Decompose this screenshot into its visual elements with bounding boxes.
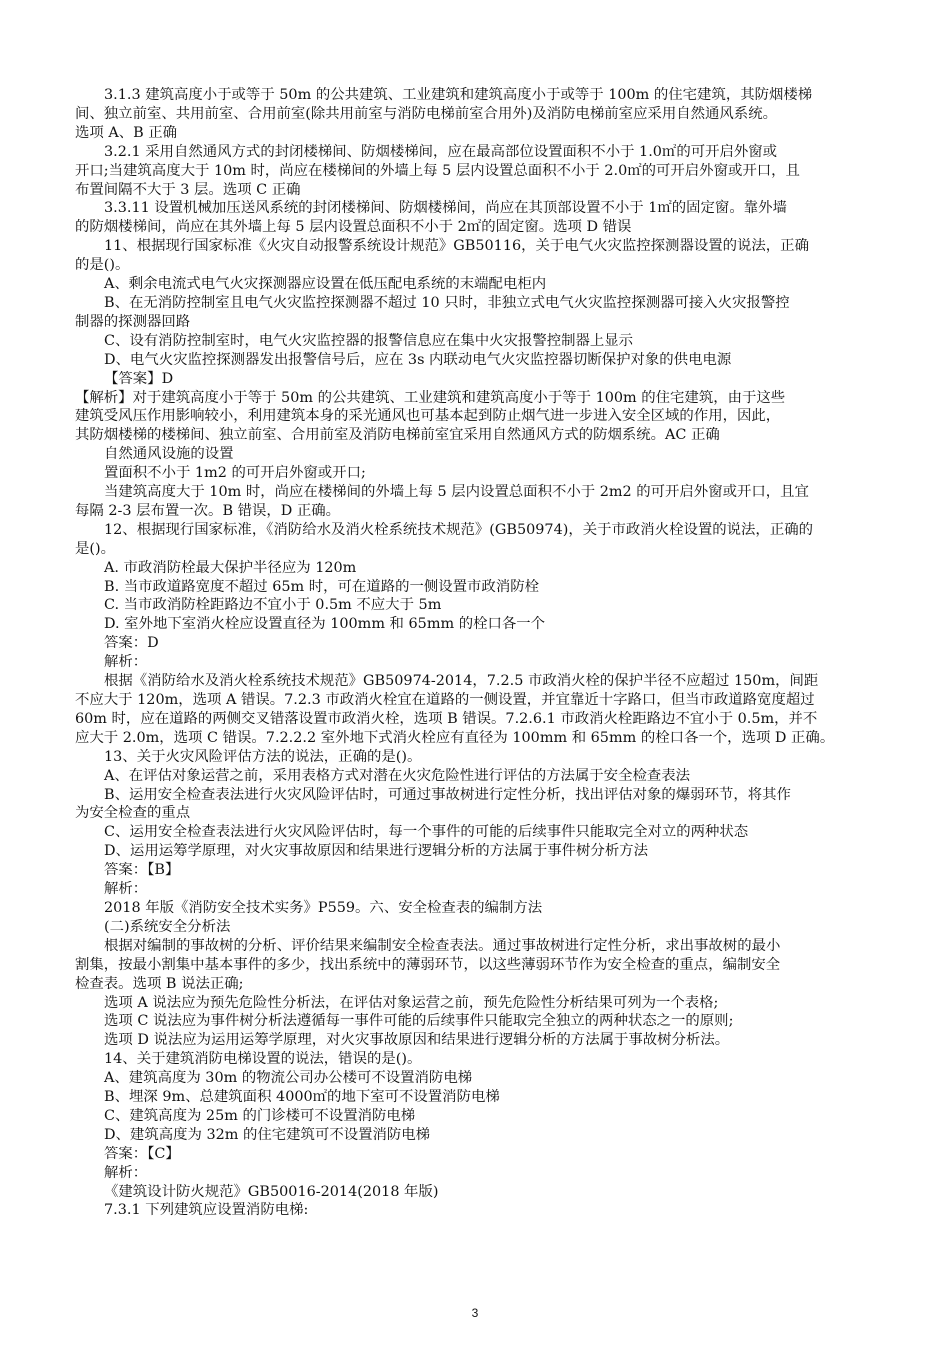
text-line: A、建筑高度为 30m 的物流公司办公楼可不设置消防电梯 — [104, 1070, 473, 1087]
text-line: 布置间隔不大于 3 层。选项 C 正确 — [75, 181, 301, 198]
text-line: 是()。 — [75, 540, 116, 557]
text-line: 选项 A 说法应为预先危险性分析法，在评估对象运营之前，预先危险性分析结果可列为一个表格; — [104, 994, 719, 1011]
text-line: 13、关于火灾风险评估方法的说法，正确的是()。 — [104, 748, 422, 765]
text-line: 制器的探测器回路 — [75, 313, 191, 330]
text-line: 应大于 2.0m，选项 C 错误。7.2.2.2 室外地下式消火栓应有直径为 100mm 和 65mm 的栓口各一个，选项 D 正确。 — [75, 729, 835, 746]
text-line: C、运用安全检查表法进行火灾风险评估时，每一个事件的可能的后续事件只能取完全对立的两种状态 — [104, 824, 749, 841]
text-line: A、剩余电流式电气火灾探测器应设置在低压配电系统的末端配电柜内 — [104, 276, 547, 293]
text-line: 12、根据现行国家标准，《消防给水及消火栓系统技术规范》(GB50974)，关于市政消火栓设置的说法，正确的 — [104, 521, 813, 538]
text-line: D. 室外地下室消火栓应设置直径为 100mm 和 65mm 的栓口各一个 — [104, 616, 546, 633]
text-line: 60m 时，应在道路的两侧交叉错落设置市政消火栓，选项 B 错误。7.2.6.1 市政消火栓距路边不宜小于 0.5m，并不 — [75, 710, 818, 727]
text-line: 其防烟楼梯的楼梯间、独立前室、合用前室及消防电梯前室宜采用自然通风方式的防烟系统。AC 正确 — [75, 427, 720, 444]
text-line: 3.1.3 建筑高度小于或等于 50m 的公共建筑、工业建筑和建筑高度小于或等于 100m 的住宅建筑，其防烟楼梯 — [104, 87, 813, 103]
text-line: C、建筑高度为 25m 的门诊楼可不设置消防电梯 — [104, 1107, 416, 1124]
text-line: B、埋深 9m、总建筑面积 4000㎡的地下室可不设置消防电梯 — [104, 1089, 500, 1106]
text-line: 解析： — [104, 881, 148, 898]
page-number: 3 — [471, 1306, 479, 1320]
text-line: 间、独立前室、共用前室、合用前室(除共用前室与消防电梯前室合用外)及消防电梯前室应采用自然通风系统。 — [75, 105, 777, 122]
text-line: 开口;当建筑高度大于 10m 时，尚应在楼梯间的外墙上每 5 层内设置总面积不小于 2.0㎡的可开启外窗或开口，且 — [75, 162, 800, 179]
text-line: 为安全检查的重点 — [75, 805, 191, 822]
text-line: 答案：【C】 — [104, 1145, 180, 1162]
text-line: D、运用运筹学原理，对火灾事故原因和结果进行逻辑分析的方法属于事件树分析方法 — [104, 843, 648, 860]
text-line: 每隔 2-3 层布置一次。B 错误，D 正确。 — [75, 502, 341, 519]
text-line: 3.2.1 采用自然通风方式的封闭楼梯间、防烟楼梯间，应在最高部位设置面积不小于 1.0㎡的可开启外窗或 — [104, 143, 778, 160]
text-line: B. 当市政道路宽度不超过 65m 时，可在道路的一侧设置市政消防栓 — [104, 578, 539, 595]
text-line: D、电气火灾监控探测器发出报警信号后，应在 3s 内联动电气火灾监控器切断保护对象的供电电源 — [104, 351, 732, 368]
text-line: (二)系统安全分析法 — [104, 918, 231, 935]
text-line: B、在无消防控制室且电气火灾监控探测器不超过 10 只时，非独立式电气火灾监控探测器可接入火灾报警控 — [104, 294, 790, 311]
text-line: 不应大于 120m，选项 A 错误。7.2.3 市政消火栓宜在道路的一侧设置，并宜靠近十字路口，但当市政道路宽度超过 — [75, 692, 815, 708]
text-line: 置面积不小于 1m2 的可开启外窗或开口; — [104, 465, 366, 482]
text-line: 3.3.11 设置机械加压送风系统的封闭楼梯间、防烟楼梯间，尚应在其顶部设置不小于 1㎡的固定窗。靠外墙 — [104, 200, 787, 217]
text-line: 自然通风设施的设置 — [104, 446, 234, 463]
text-line: 建筑受风压作用影响较小，利用建筑本身的采光通风也可基本起到防止烟气进一步进入安全区域的作用，因此， — [75, 408, 781, 425]
text-line: 《建筑设计防火规范》GB50016-2014(2018 年版) — [104, 1183, 439, 1200]
text-line: 答案：【B】 — [104, 862, 180, 879]
text-line: B、运用安全检查表法进行火灾风险评估时，可通过事故树进行定性分析，找出评估对象的爆弱环节，将其作 — [104, 786, 791, 803]
text-line: 答案：D — [104, 635, 159, 652]
text-line: C. 当市政消防栓距路边不宜小于 0.5m 不应大于 5m — [104, 597, 442, 614]
text-line: A、在评估对象运营之前，采用表格方式对潜在火灾危险性进行评估的方法属于安全检查表法 — [104, 767, 691, 784]
text-line: 【解析】对于建筑高度小于等于 50m 的公共建筑、工业建筑和建筑高度小于等于 100m 的住宅建筑，由于这些 — [75, 389, 786, 406]
text-line: 检查表。选项 B 说法正确; — [75, 975, 244, 992]
text-line: 解析： — [104, 654, 148, 671]
text-line: 解析： — [104, 1164, 148, 1181]
page-body-text — [75, 86, 880, 1220]
text-line: C、设有消防控制室时，电气火灾监控器的报警信息应在集中火灾报警控制器上显示 — [104, 332, 634, 349]
text-line: 14、关于建筑消防电梯设置的说法，错误的是()。 — [104, 1051, 422, 1068]
text-line: 根据《消防给水及消火栓系统技术规范》GB50974-2014，7.2.5 市政消火栓的保护半径不应超过 150m，间距 — [104, 673, 819, 690]
text-line: D、建筑高度为 32m 的住宅建筑可不设置消防电梯 — [104, 1126, 431, 1143]
text-line: 选项 A、B 正确 — [75, 124, 178, 141]
text-line: 2018 年版《消防安全技术实务》P559。六、安全检查表的编制方法 — [104, 899, 543, 916]
text-line: 当建筑高度大于 10m 时，尚应在楼梯间的外墙上每 5 层内设置总面积不小于 2m2 的可开启外窗或开口，且宜 — [104, 484, 809, 501]
text-line: 选项 C 说法应为事件树分析法遵循每一事件可能的后续事件只能取完全独立的两种状态之一的原则; — [104, 1013, 734, 1030]
text-line: 根据对编制的事故树的分析、评价结果来编制安全检查表法。通过事故树进行定性分析，求出事故树的最小 — [104, 937, 781, 954]
text-line: 【答案】D — [104, 370, 174, 387]
text-line: 的是()。 — [75, 257, 130, 274]
text-line: 的防烟楼梯间，尚应在其外墙上每 5 层内设置总面积不小于 2㎡的固定窗。选项 D 错误 — [75, 219, 632, 236]
text-line: A. 市政消防栓最大保护半径应为 120m — [104, 559, 357, 576]
text-line: 割集，按最小割集中基本事件的多少，找出系统中的薄弱环节，以这些薄弱环节作为安全检查的重点，编制安全 — [75, 956, 781, 973]
text-line: 7.3.1 下列建筑应设置消防电梯: — [104, 1202, 309, 1219]
text-line: 选项 D 说法应为运用运筹学原理，对火灾事故原因和结果进行逻辑分析的方法属于事故树分析法。 — [104, 1032, 730, 1049]
text-line: 11、根据现行国家标准《火灾自动报警系统设计规范》GB50116，关于电气火灾监控探测器设置的说法，正确 — [104, 238, 809, 255]
